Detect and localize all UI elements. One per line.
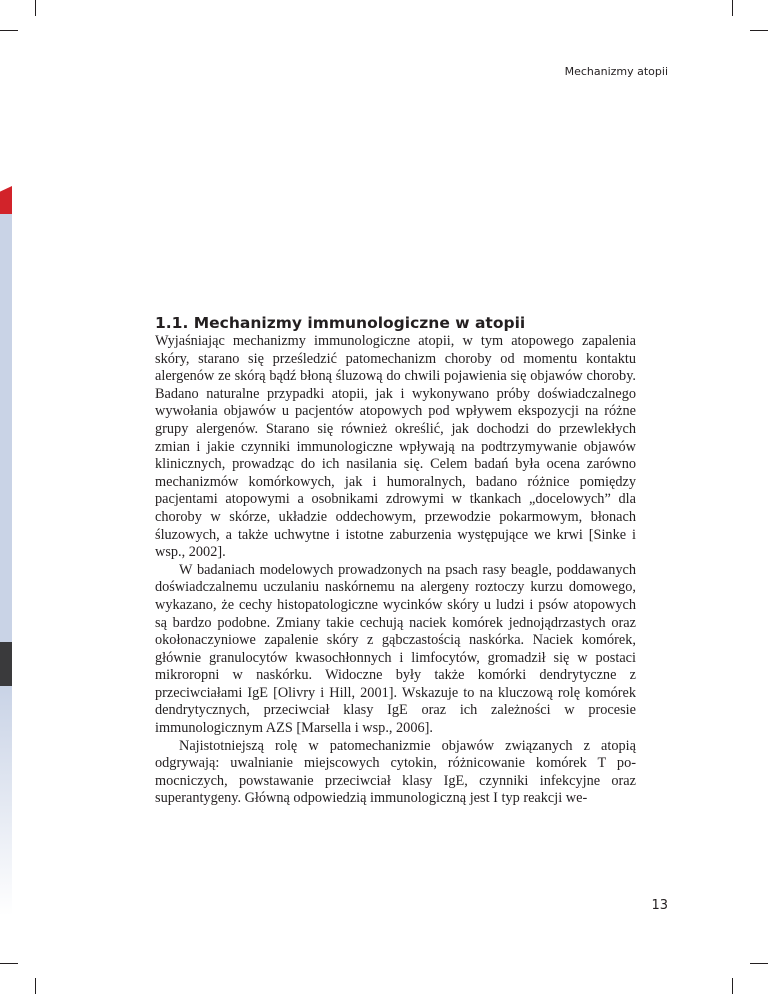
crop-mark-top-right [732, 0, 733, 16]
body-text [155, 333, 636, 808]
running-header: Mechanizmy atopii [564, 65, 668, 78]
crop-mark-bottom-left [35, 978, 36, 994]
crop-mark-top-left [35, 0, 36, 16]
paragraph: W badaniach modelowych prowadzonych na psach rasy beagle, poddawanych doświadczalnemu uczulaniu naskórnemu na alergeny roztoczy kurzu domowego, wykazano, że cechy histopatologiczne wycinków skóry u ludzi i psów atopowych są bardzo podobne. Zmiany takie cechują naciek komórek jednojądrzastych oraz okołonaczyniowe zapalenie skóry z gąbczastością naskórka. Naciek komórek, głównie granulocytów kwasochłonnych i limfocytów, gromadził się w postaci mikroropni w naskórku. Widoczne były także komórki dendrytyczne z przeciwciałami IgE [Olivry i Hill, 2001]. Wskazuje to na kluczową rolę komórek dendrytycznych, przeciwciał klasy IgE oraz ich zależności w procesie immunologicznym AZS [Marsella i wsp., 2006]. [155, 561, 636, 737]
edge-band-lower [0, 686, 12, 916]
crop-mark-bottom-right [750, 963, 768, 964]
edge-band-dark [0, 642, 12, 686]
paragraph: Najistotniejszą rolę w patomechanizmie objawów związanych z atopią odgrywają: uwalnianie miejscowych cytokin, różnicowanie komórek T pomocniczych, powstawanie przeciwciał klasy IgE, czynniki infekcyjne oraz superantygeny. Główną odpowiedzią immunologiczną jest I typ reakcji we- [155, 737, 636, 807]
page-number: 13 [651, 898, 668, 913]
crop-mark-bottom-left [0, 963, 18, 964]
crop-mark-top-right [750, 30, 768, 31]
section-heading: 1.1. Mechanizmy immunologiczne w atopii [155, 314, 526, 332]
crop-mark-bottom-right [732, 978, 733, 994]
crop-mark-top-left [0, 30, 18, 31]
edge-band-light-blue [0, 214, 12, 642]
edge-accent-red [0, 186, 12, 214]
paragraph: Wyjaśniając mechanizmy immunologiczne atopii, w tym atopowego zapalenia skóry, starano się prześledzić patomechanizm choroby od momentu kontaktu alergenów ze skórą bądź błoną śluzową do chwili pojawienia się objawów choroby. Badano naturalne przypadki atopii, jak i wykonywano próby doświadczalnego wywołania objawów u pacjentów atopowych pod wpływem ekspozycji na różne grupy alergenów. Starano się również określić, jak dochodzi do przewlekłych zmian i jakie czynniki immunologiczne wpływają na podtrzymywanie objawów klinicznych, prowadząc do ich nasilania się. Celem badań była ocena zarówno mechanizmów komórkowych, jak i humoralnych, badano różnice pomiędzy pacjentami atopowymi a osobnikami zdrowymi w tkankach „docelowych” dla choroby w skórze, układzie oddechowym, przewodzie pokarmowym, błonach śluzowych, a także uchwytne i istotne zaburzenia występujące we krwi [Sinke i wsp., 2002]. [155, 333, 636, 561]
